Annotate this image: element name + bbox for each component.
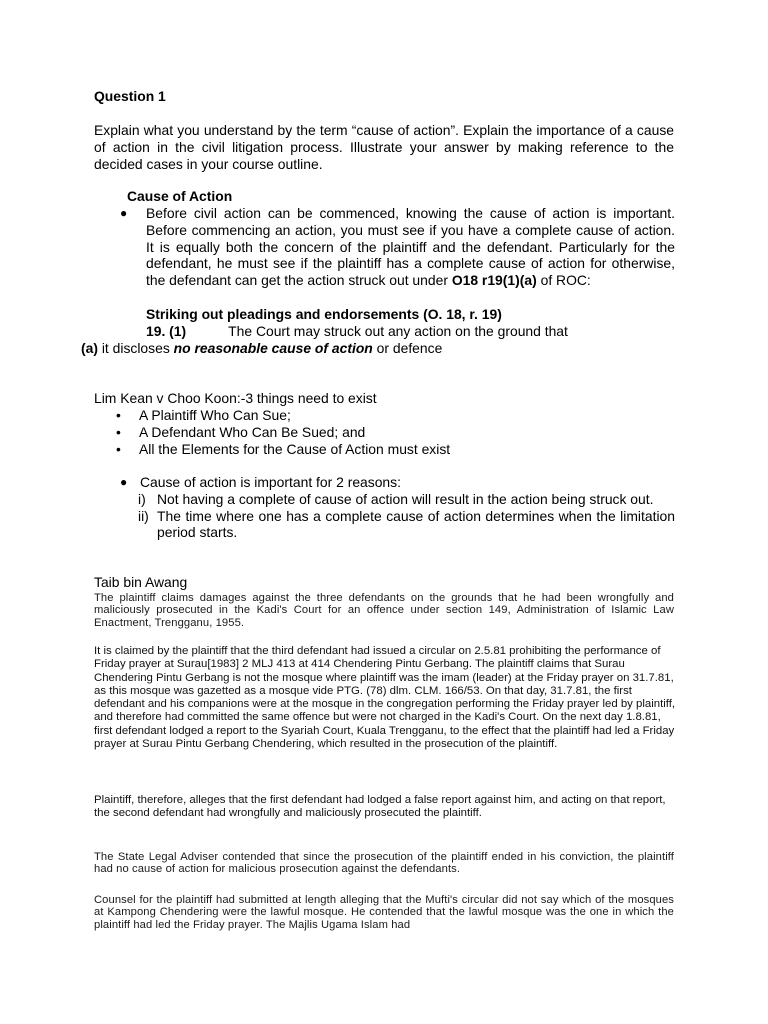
lim-heading: Lim Kean v Choo Koon:-3 things need to exist	[94, 390, 377, 406]
list-item	[116, 441, 676, 458]
taib-paragraph-5: Counsel for the plaintiff had submitted at length alleging that the Mufti's circular did not say which of the mosques at Kampong Chendering were the lawful mosque. He contended that the lawful mosque was the one in which the plaintiff had led the Friday prayer. The Majlis Ugama Islam had	[94, 894, 674, 931]
rule-a-pre: it discloses	[97, 340, 174, 356]
bullet-dot-icon: ●	[120, 475, 128, 489]
list-item	[116, 407, 676, 424]
bullet-icon: •	[116, 407, 121, 423]
list-item-text: A Plaintiff Who Can Sue;	[139, 407, 291, 423]
rule-a-emphasis: no reasonable cause of action	[173, 340, 373, 356]
lim-list	[116, 407, 676, 457]
reason-2	[138, 508, 675, 542]
taib-heading: Taib bin Awang	[94, 574, 188, 590]
cause-para-text: Before civil action can be commenced, knowing the cause of action is important. Before commencing an action, you must see if you have a complete cause of action. It is equally both the concern of the plaintiff and the defendant. Particularly for the defendant, he must see if the plaintiff has a complete cause of action for otherwise, the defendant can get the action struck out under	[146, 205, 675, 289]
reason-1	[138, 491, 675, 508]
rule-a-post: or defence	[372, 340, 443, 356]
question-text: Explain what you understand by the term “cause of action”. Explain the importance of a cause of action in the civil litigation process. Illustrate your answer by making reference to the decided cases in your course outline.	[94, 122, 674, 172]
taib-paragraph-2: It is claimed by the plaintiff that the third defendant had issued a circular on 2.5.81 prohibiting the performance of Friday prayer at Surau[1983] 2 MLJ 413 at 414 Chendering Pintu Gerbang. The plaintiff claims that Surau Chendering Pintu Gerbang is not the mosque where plaintiff was the imam (leader) at the Friday prayer on 31.7.81, as this mosque was gazetted as a mosque vide PTG. (78) dlm. CLM. 166/53. On that day, 31.7.81, the first defendant and his companions were at the mosque in the congregation performing the Friday prayer led by plaintiff, and therefore had committed the same offence but were not charged in the Kadi's Court. On the next day 1.8.81, first defendant lodged a report to the Syariah Court, Kuala Trengganu, to the effect that the plaintiff had led a Friday prayer at Surau Pintu Gerbang Chendering, which resulted in the prosecution of the plaintiff.	[94, 645, 676, 751]
question-title: Question 1	[94, 88, 166, 104]
cause-para-tail: of ROC:	[536, 272, 591, 289]
bullet-icon: •	[116, 440, 121, 457]
list-item-text: All the Elements for the Cause of Action must exist	[139, 440, 451, 457]
reasons-intro: Cause of action is important for 2 reasons:	[140, 474, 401, 490]
rule-a-label: (a)	[81, 340, 98, 356]
list-item-text: A Defendant Who Can Be Sued; and	[139, 423, 366, 440]
list-item	[116, 424, 676, 441]
cause-paragraph	[146, 205, 675, 289]
rule-reference: O18 r19(1)(a)	[451, 272, 537, 289]
bullet-dot-icon: ●	[120, 206, 128, 220]
reason-2-text: The time where one has a complete cause of action determines when the limitation period starts.	[157, 507, 675, 541]
taib-paragraph-3: Plaintiff, therefore, alleges that the first defendant had lodged a false report against him, and acting on that report, the second defendant had wrongfully and maliciously prosecuted the plaintiff.	[94, 794, 666, 820]
reason-1-text: Not having a complete of cause of action will result in the action being struck out.	[157, 490, 654, 507]
taib-paragraph-1: The plaintiff claims damages against the three defendants on the grounds that he had been wrongfully and maliciously prosecuted in the Kadi's Court for an offence under section 149, Administration of Islamic Law Enactment, Trengganu, 1955.	[94, 592, 674, 629]
rule-text: The Court may struck out any action on the ground that	[228, 323, 568, 339]
taib-paragraph-4: The State Legal Adviser contended that since the prosecution of the plaintiff ended in his conviction, the plaintiff had no cause of action for malicious prosecution against the defendants.	[94, 851, 674, 876]
reasons-block	[120, 474, 675, 541]
cause-bullet	[120, 205, 675, 289]
cause-heading: Cause of Action	[127, 188, 233, 204]
reason-2-label: ii)	[138, 507, 149, 524]
striking-heading: Striking out pleadings and endorsements (O. 18, r. 19)	[146, 306, 502, 322]
rule-number: 19. (1)	[146, 323, 187, 339]
reason-1-label: i)	[138, 490, 146, 507]
rule-line	[146, 323, 568, 340]
bullet-icon: •	[116, 423, 121, 440]
rule-a-line	[81, 340, 442, 357]
